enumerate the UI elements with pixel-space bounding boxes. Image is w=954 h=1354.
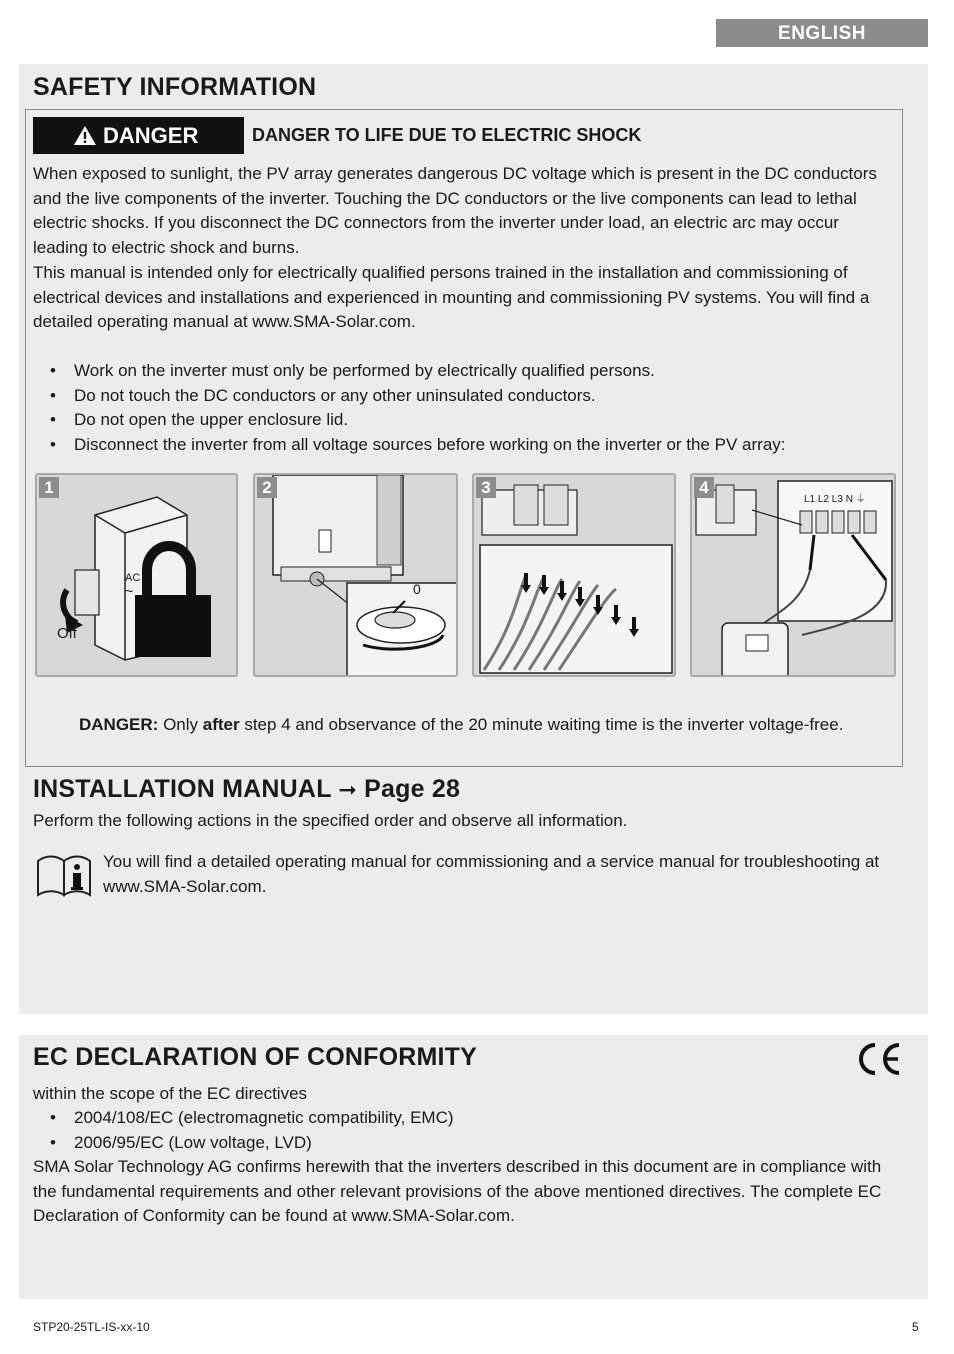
page-reference: Page 28: [364, 775, 461, 803]
note-after: after: [202, 715, 240, 734]
step-number: 1: [39, 477, 59, 498]
danger-waiting-note: [79, 713, 859, 738]
list-item: • Work on the inverter must only be performed by electrically qualified persons.: [33, 359, 898, 384]
list-item: • 2004/108/EC (electromagnetic compatibility, EMC): [33, 1106, 898, 1131]
step-4-illustration: [690, 473, 896, 677]
step-number: 4: [694, 477, 714, 498]
dc-connectors-icon: [474, 475, 676, 677]
danger-label-text: DANGER: [103, 122, 199, 148]
dc-switch-icon: [255, 475, 458, 677]
installation-title: [33, 775, 460, 804]
step-1-illustration: [35, 473, 238, 677]
note-prefix: DANGER:: [79, 715, 159, 734]
conformity-statement: SMA Solar Technology AG confirms herewith that the inverters described in this document are in compliance with the fundamental requirements and other relevant provisions of the above mentioned directives. The complete EC Declaration of Conformity can be found at www.SMA-Solar.com.: [33, 1157, 882, 1226]
conformity-title: EC DECLARATION OF CONFORMITY: [33, 1043, 478, 1071]
info-note: You will find a detailed operating manual for commissioning and a service manual for troubleshooting at www.SMA-Solar.com.: [103, 852, 880, 896]
safety-paragraph-2: This manual is intended only for electrically qualified persons trained in the installation and commissioning of electrical devices and installations and experienced in mounting and commissioning PV systems. You will find a detailed operating manual at www.SMA-Solar.com.: [33, 263, 870, 332]
step-3-illustration: [472, 473, 676, 677]
ce-mark-icon: [855, 1042, 903, 1076]
conformity-intro: within the scope of the EC directives: [33, 1084, 308, 1103]
note-rest: step 4 and observance of the 20 minute waiting time is the inverter voltage-free.: [239, 715, 844, 734]
list-item: • 2006/95/EC (Low voltage, LVD): [33, 1131, 898, 1156]
page-number: 5: [912, 1320, 919, 1334]
ac-label: AC: [125, 572, 141, 584]
directive-list: [33, 1106, 898, 1155]
safety-bullet-list: [33, 359, 898, 457]
note-only: Only: [158, 715, 203, 734]
terminal-labels: L1 L2 L3 N ⏚: [804, 494, 866, 505]
ac-tilde-label: ~: [125, 583, 134, 599]
safety-title: SAFETY INFORMATION: [33, 73, 317, 101]
step-number: 2: [257, 477, 277, 498]
danger-title: DANGER TO LIFE DUE TO ELECTRIC SHOCK: [252, 125, 642, 145]
step-number: 3: [476, 477, 496, 498]
arrow-right-icon: ➞: [338, 777, 358, 802]
list-item: • Do not touch the DC conductors or any other uninsulated conductors.: [33, 384, 898, 409]
step-2-illustration: [253, 473, 458, 677]
off-label: Off: [57, 625, 77, 642]
switch-zero-label: 0: [413, 581, 421, 597]
danger-label: [33, 117, 244, 154]
manual-info-icon: [36, 853, 92, 897]
voltage-tester-icon: [692, 475, 896, 677]
list-item: • Do not open the upper enclosure lid.: [33, 408, 898, 433]
installation-title-text: INSTALLATION MANUAL: [33, 775, 332, 803]
language-tab: ENGLISH: [716, 19, 928, 47]
warning-icon: [73, 125, 97, 146]
document-code: STP20-25TL-IS-xx-10: [33, 1320, 150, 1334]
installation-intro: Perform the following actions in the specified order and observe all information.: [33, 811, 628, 830]
safety-paragraph-1: When exposed to sunlight, the PV array generates dangerous DC voltage which is present in the DC conductors and the live components of the inverter. Touching the DC conductors or the live components can lead to lethal electric shocks. If you disconnect the DC connectors from the inverter under load, an electric arc may occur leading to electric shock and burns.: [33, 164, 877, 257]
list-item: • Disconnect the inverter from all voltage sources before working on the inverter or the PV array:: [33, 433, 898, 458]
